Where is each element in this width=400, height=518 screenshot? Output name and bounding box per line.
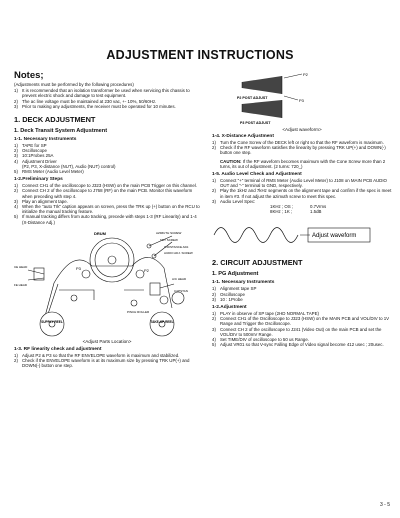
audio-spec-row: 1KHz ; OS ; 0.7Vrms xyxy=(270,204,327,210)
supply-reel-label: SUPPLY REEL xyxy=(41,319,63,324)
caution-note xyxy=(212,159,392,169)
preliminary-list xyxy=(14,183,200,225)
list-item: 5) Adjust VR01 so that V-sync Falling Edge of Video signal become 412 usec ; 20usec. xyxy=(212,342,384,348)
circuit-instruments-list xyxy=(212,286,392,302)
list-item: (P2, P3, X-distance (NUT), Audio (NUT) control) xyxy=(22,163,116,169)
right-column xyxy=(212,70,392,347)
list-item: 2) Oscilloscope xyxy=(212,291,245,297)
page-number: 3 - 5 xyxy=(379,502,390,508)
diagram-caption: <Adjust Parts Location> xyxy=(82,338,132,344)
list-item: 4) Adjustment Driver xyxy=(14,158,57,164)
label-takeup-reel xyxy=(150,320,173,324)
label-supply-reel xyxy=(41,320,63,324)
list-item: 2) Connect CH 2 of the oscilloscope to J768 (RF) on the main PCB. Monitor this waveform when preceding with step 4. xyxy=(14,188,193,199)
audio-level-list xyxy=(212,178,392,204)
label-ce-head: CE HEAD xyxy=(14,264,28,269)
list-item: 1) It is recommended that an isolation transformer be used when servicing this chassis to prevent electric shock and damage to test equipment. xyxy=(14,88,190,99)
list-item: 2) Check if the ENVELOPE waveform is at its maximum size by pressing TRK UP(+) and DOWN(-) button one step. xyxy=(14,358,190,369)
p2-post-adjust-label: P2 POST ADJUST xyxy=(237,96,268,100)
label-audio-adj: AUDIO ADJ. SCREW xyxy=(164,250,193,255)
list-item: 1) PLAY in observe of SP tape (2HD NORMAL TAPE) xyxy=(212,311,319,317)
list-item: 3) 10 : 1Probe xyxy=(212,296,243,302)
rf-envelope-waveform xyxy=(212,70,392,126)
label-pinch-roller: PINCH ROLLER xyxy=(127,309,150,314)
caution-text: If the RF waveform becomes maximum with the Cone Screw more than 2 turns, its out of adjustment. (2 turns: 720_) xyxy=(220,158,386,169)
label-tilt: TILT SCREW xyxy=(160,237,178,242)
list-item: 1) Turn the Cone Screw of the DECK left or right so that the RF waveform is maximum. xyxy=(212,140,384,145)
label-p2: P2 xyxy=(303,72,308,77)
list-item: 3) Audio Level Spec: xyxy=(212,198,256,204)
audio-level-heading: 1-5. Audio Level Check and Adjustment xyxy=(212,172,302,178)
left-column xyxy=(14,70,200,368)
list-item: 1) Alignment tape SP xyxy=(212,286,257,292)
list-item: 1) Adjust P2 & P3 so that the RF ENVELOPE waveform is maximum and stabilized. xyxy=(14,352,180,358)
label-p2: P2 xyxy=(144,267,149,273)
list-item: 1) Connect "+" terminal of RMS Meter (Audio Level Meter) to J108 on MAIN PCB AUDIO OUT and "-" terminal to GND, respectively. xyxy=(212,178,387,189)
label-p3: P3 xyxy=(299,98,304,103)
list-item: 3) Connect CH 2 of the oscilloscope to J241 (Video Out) on the main PCB and set the VOL/DIV to 500mV Range. xyxy=(212,326,382,337)
label-drum: DRUM xyxy=(94,230,106,236)
list-item: 5) RMS Meter (Audio Level Meter) xyxy=(14,169,84,175)
instruments-list xyxy=(14,143,200,174)
list-item: 3) Play an alignment tape. xyxy=(14,198,68,204)
label-fe-head: FE HEAD xyxy=(14,282,28,287)
x-distance-heading: 1-4. X-Distance Adjustment xyxy=(212,134,274,139)
notes-heading: Notes; xyxy=(14,70,44,81)
circuit-instruments-heading: 1-1. Necessary Instruments xyxy=(212,280,275,286)
list-item: 1) Connect CH1 of the oscilloscope to J323 (HSW) on the main PCB Trigger on this channel. xyxy=(14,183,197,189)
label-az-screw: AZIMUTH SCREW xyxy=(156,230,182,235)
p3-post-adjust-label: P3 POST ADJUST xyxy=(240,121,271,125)
list-item: 2) The ac line voltage must be maintained at 230 vac, +- 10%, 50/60Hz. xyxy=(14,98,157,104)
page-title: ADJUSTMENT INSTRUCTIONS xyxy=(106,48,294,62)
takeup-reel-label: TAKE-UP REEL xyxy=(150,319,174,324)
list-item: 1) TAPE for SP xyxy=(14,143,47,149)
list-item: 3) 10:1Probes 25A xyxy=(14,153,54,159)
list-item: 2) Connect CH1 of the Oscilloscope to J323 (HSW) on the MAIN PCB and VOL/DIV to 1V Range and Trigger the Oscilloscope. xyxy=(212,316,390,327)
circuit-adjustment-heading: 2. CIRCUIT ADJUSTMENT xyxy=(212,258,303,268)
preliminary-heading: 1-2.Preliminary Steps xyxy=(14,177,63,183)
audio-spec-row: 8KHz ; 1K ; 1.5dB xyxy=(270,209,322,215)
deck-adjustment-heading: 1. DECK ADJUSTMENT xyxy=(14,115,96,125)
audio-adjust-waveform xyxy=(212,218,392,252)
label-x-dist: X-DISTANCE ADJ. xyxy=(164,244,190,249)
list-item: 4) Set TIME/DIV of oscilloscope to 50 us Range. xyxy=(212,337,309,343)
label-capstan: CAPSTAN xyxy=(174,288,188,293)
notes-list xyxy=(14,88,200,109)
adjust-waveform-caption: <Adjust waveform> xyxy=(282,127,322,132)
adjust-waveform-label: Adjust waveform xyxy=(312,233,357,240)
list-item: 2) Oscilloscope xyxy=(14,148,47,154)
caution-label: CAUTION: xyxy=(220,158,242,164)
rf-linearity-heading: 1-3. RF linearity check and adjustment xyxy=(14,346,102,352)
deck-transit-heading: 1. Deck Transit System Adjustment xyxy=(14,128,108,135)
x-distance-list xyxy=(212,140,392,156)
rf-linearity-list xyxy=(14,353,200,369)
list-item: 3) Prior to making any adjustments, the receiver must be operated for 10 minutes. xyxy=(14,103,176,109)
instruments-heading: 1-1. Necessary Instruments xyxy=(14,137,77,143)
pg-adjustment-steps-heading: 1-2.Adjustment xyxy=(212,305,247,311)
list-item: 4) When the "auto Trk" caption appears on screen, press the TRK up (+) button on the RCU to initialize the manual tracking feature. xyxy=(14,204,200,215)
pg-adjustment-list xyxy=(212,311,392,347)
list-item: 2) Play the 1kHz and 7kHz segments on the alignment tape and confirm if the spec is meet in item #3. If not adjust the azimuth screw to meet this spec. xyxy=(212,188,392,199)
list-item: 2) Check if the RF waveform satisfies the linearity by pressing TRK UP(+) and DOWN(-) button one step. xyxy=(212,145,386,156)
label-p3: P3 xyxy=(76,265,81,271)
pg-adjustment-heading: 1. PG Adjustment xyxy=(212,271,259,278)
deck-parts-diagram xyxy=(14,228,200,338)
notes-intro: (Adjustments must be performed by the following procedures) xyxy=(14,82,134,87)
label-ac-head: A/C HEAD xyxy=(172,276,187,281)
list-item: 5) If manual tracking differs from auto tracking, precede with steps 1-3 (RF Linearity) and 1-4 (X-Distance Adj.) xyxy=(14,214,197,225)
